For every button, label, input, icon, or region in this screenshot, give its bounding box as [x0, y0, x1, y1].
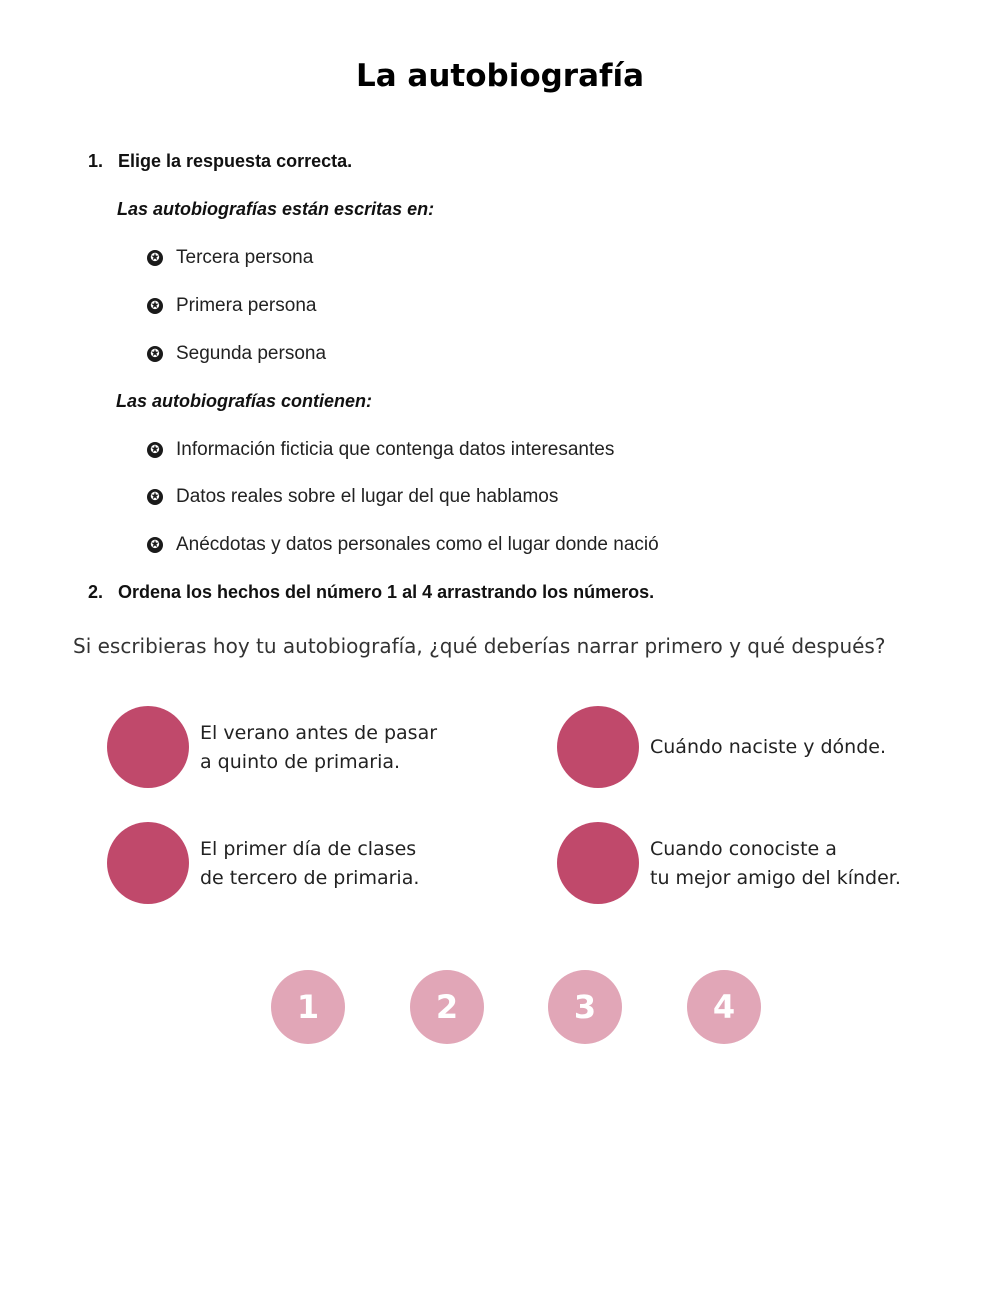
option-label: Tercera persona	[176, 247, 314, 268]
option-primera-persona[interactable]	[147, 295, 316, 317]
question-2-text: Ordena los hechos del número 1 al 4 arrastrando los números.	[118, 582, 655, 602]
number-chip-1[interactable]: 1	[271, 970, 345, 1044]
question-1a-prompt: Las autobiografías están escritas en:	[117, 199, 435, 219]
event-primer-dia-tercero: El primer día de clases de tercero de primaria.	[200, 838, 420, 889]
question-2-number: 2.	[88, 582, 104, 602]
event-mejor-amigo-kinder: Cuando conociste a tu mejor amigo del kínder.	[650, 838, 901, 889]
option-tercera-persona[interactable]	[147, 247, 313, 269]
option-datos-reales[interactable]	[147, 486, 558, 508]
option-label: Primera persona	[176, 295, 317, 316]
star-in-circle-icon: ✪	[147, 298, 163, 314]
option-label: Anécdotas y datos personales como el lugar donde nació	[176, 534, 659, 555]
question-1-text: Elige la respuesta correcta.	[118, 151, 353, 171]
drop-zone-3[interactable]	[107, 822, 189, 904]
option-segunda-persona[interactable]	[147, 343, 326, 365]
star-in-circle-icon: ✪	[147, 250, 163, 266]
question-2-heading	[88, 582, 654, 603]
star-in-circle-icon: ✪	[147, 442, 163, 458]
star-in-circle-icon: ✪	[147, 346, 163, 362]
question-1-number: 1.	[88, 151, 104, 171]
number-chip-3[interactable]: 3	[548, 970, 622, 1044]
drop-zone-1[interactable]	[107, 706, 189, 788]
star-in-circle-icon: ✪	[147, 537, 163, 553]
number-chip-2[interactable]: 2	[410, 970, 484, 1044]
option-label: Datos reales sobre el lugar del que hablamos	[176, 486, 559, 507]
question-1-heading	[88, 151, 352, 172]
number-chip-4[interactable]: 4	[687, 970, 761, 1044]
ordering-prompt: Si escribieras hoy tu autobiografía, ¿qué deberías narrar primero y qué después?	[73, 634, 886, 658]
option-informacion-ficticia[interactable]	[147, 439, 614, 461]
star-in-circle-icon: ✪	[147, 489, 163, 505]
option-anecdotas[interactable]	[147, 534, 659, 556]
event-verano-quinto: El verano antes de pasar a quinto de primaria.	[200, 722, 438, 773]
option-label: Segunda persona	[176, 343, 327, 364]
question-1b-prompt: Las autobiografías contienen:	[116, 391, 373, 411]
drop-zone-4[interactable]	[557, 822, 639, 904]
event-naciste: Cuándo naciste y dónde.	[650, 736, 887, 758]
option-label: Información ficticia que contenga datos interesantes	[176, 439, 615, 460]
page-title: La autobiografía	[355, 58, 645, 94]
drop-zone-2[interactable]	[557, 706, 639, 788]
